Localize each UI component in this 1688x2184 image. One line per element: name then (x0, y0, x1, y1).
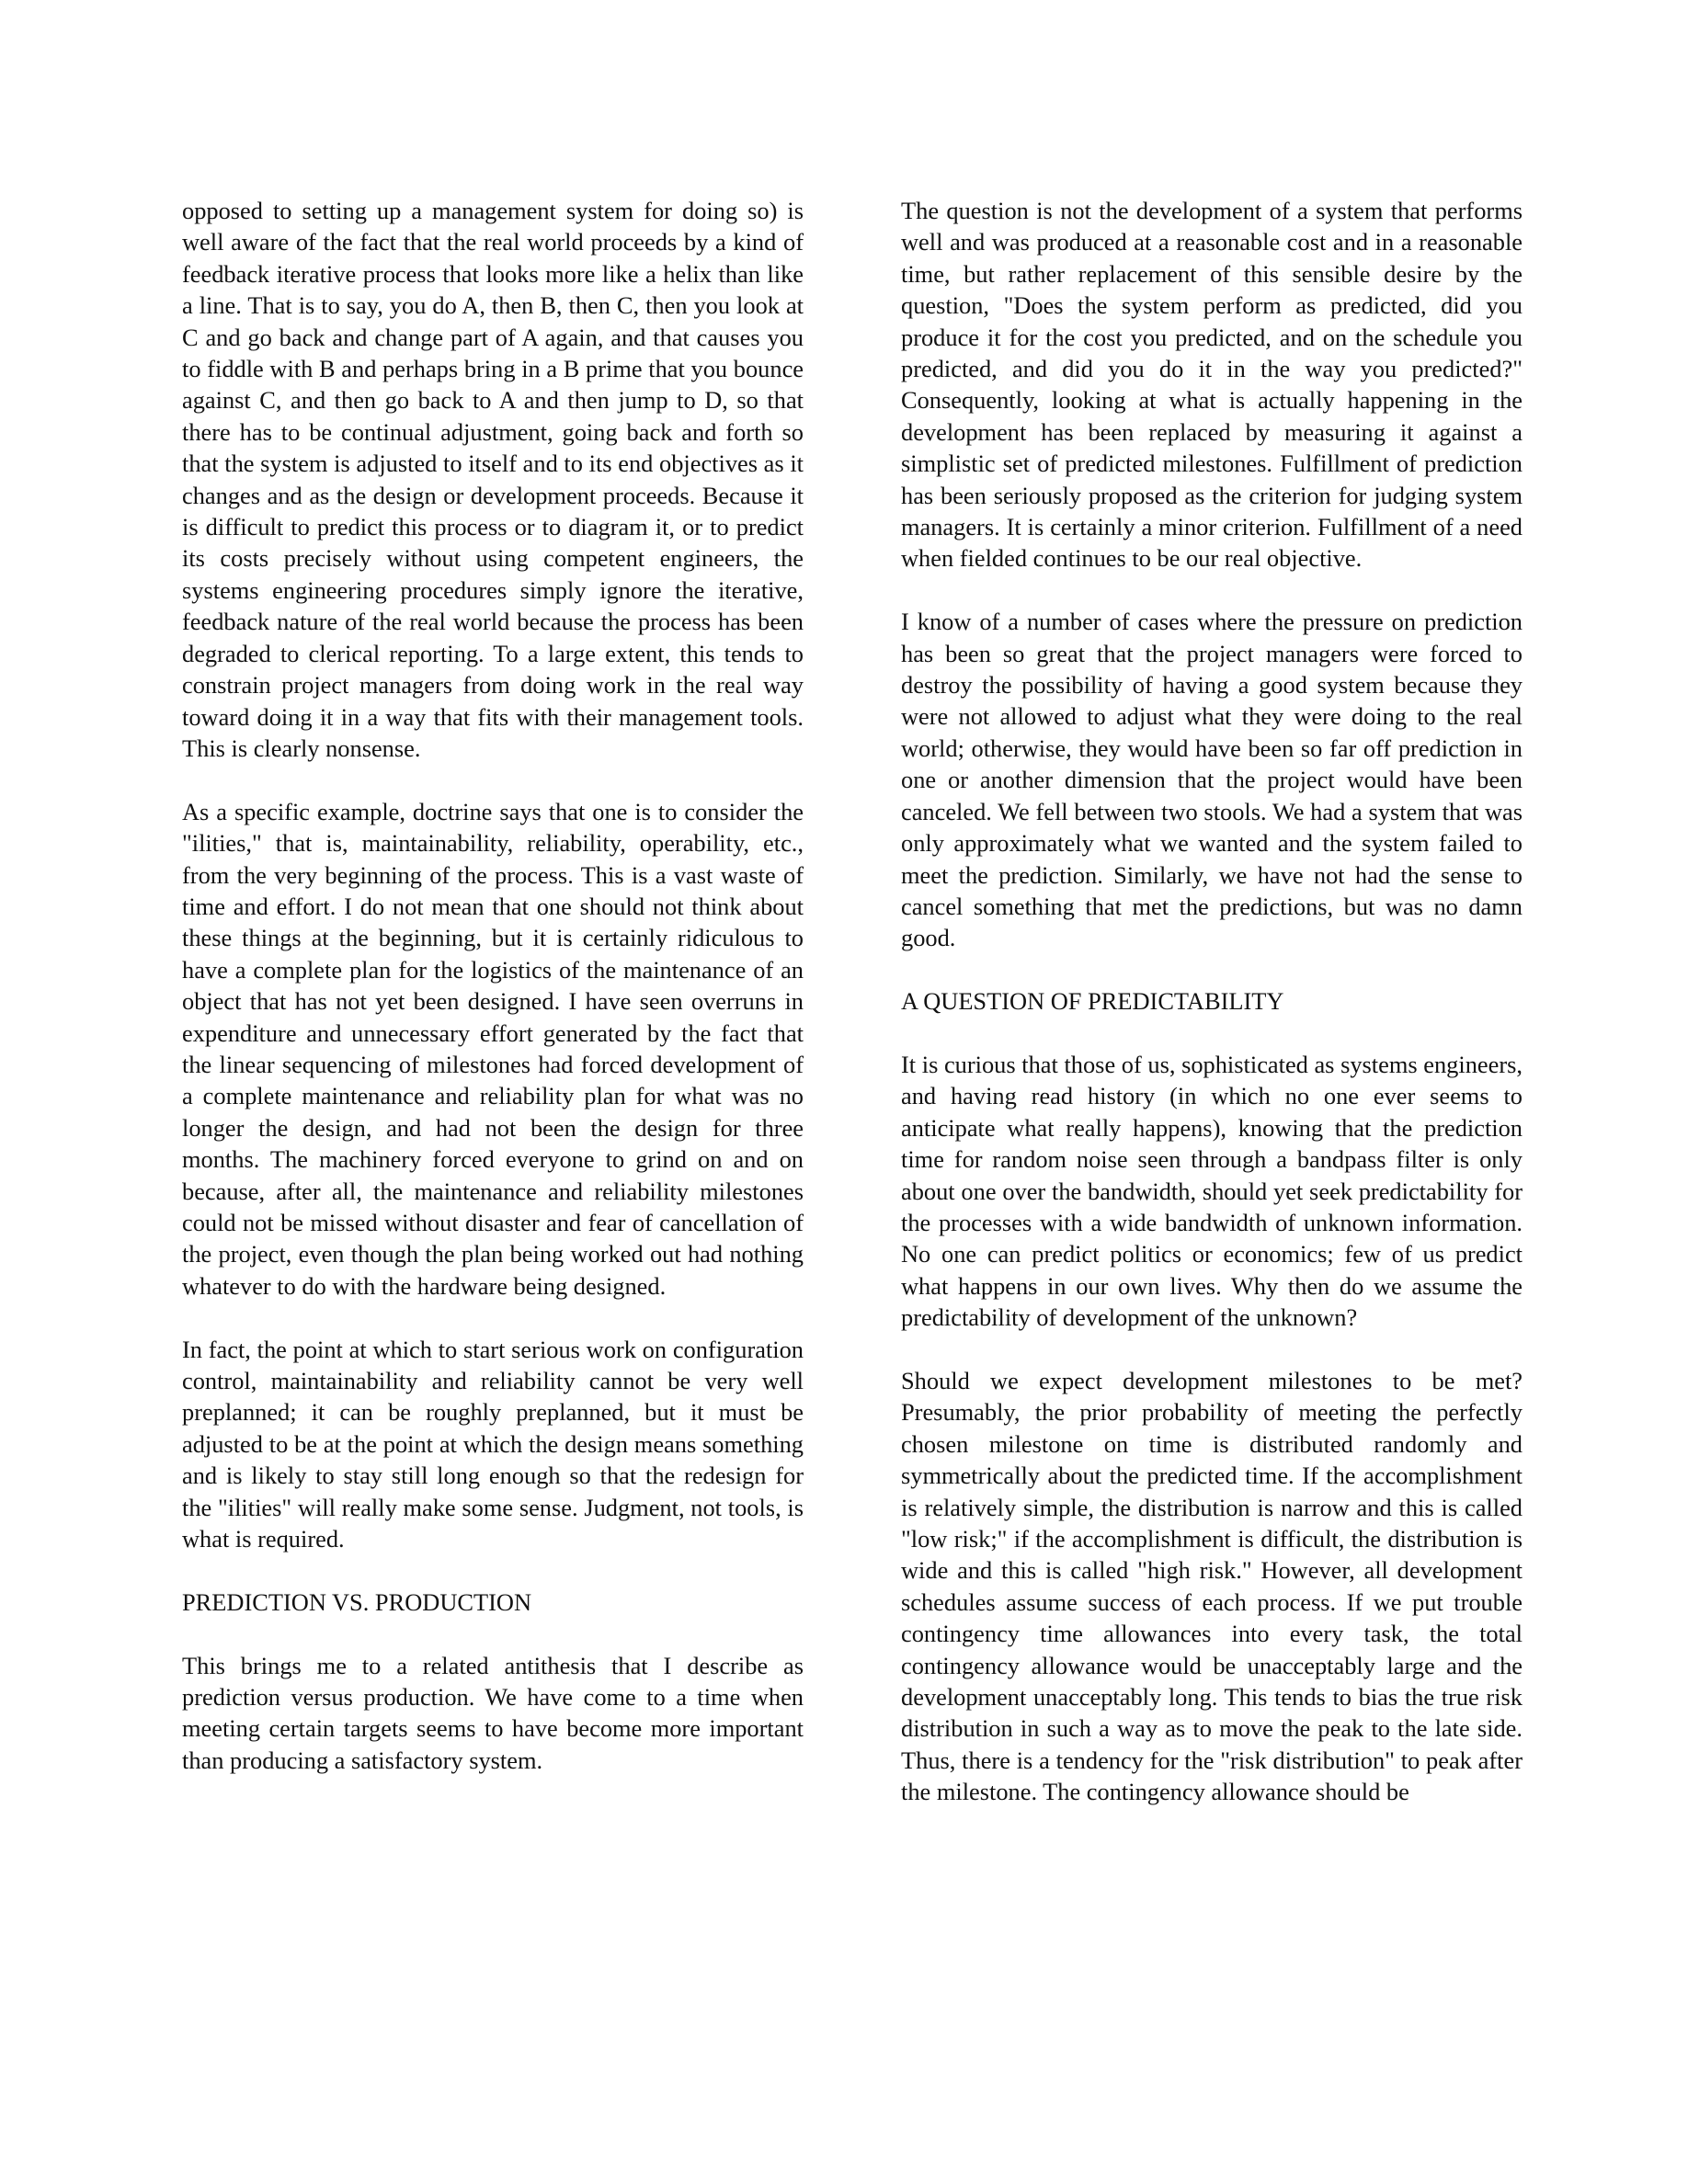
paragraph: This brings me to a related antithesis that I describe as prediction versus production. We have come to a time when meeting certain targets seems to have become more important than producing a satisfactory system. (182, 1651, 804, 1774)
section-heading: A QUESTION OF PREDICTABILITY (901, 987, 1284, 1016)
paragraph: I know of a number of cases where the pressure on prediction has been so great that the project managers were forced to destroy the possibility of having a good system because they were not allowed to adjust what they were doing to the real world; otherwise, they would have been so far off prediction in one or another dimension that the project would have been canceled. We fell between two stools. We had a system that was only approximately what we wanted and the system failed to meet the prediction. Similarly, we have not had the sense to cancel something that met the predictions, but was no damn good. (901, 608, 1523, 952)
section-heading: PREDICTION VS. PRODUCTION (182, 1587, 532, 1616)
right-column (901, 195, 1523, 1808)
left-column (182, 195, 804, 1776)
paragraph: As a specific example, doctrine says that one is to consider the "ilities," that is, maintainability, reliability, operability, etc., from the very beginning of the process. This is a vast waste of time and effort. I do not mean that one should not think about these things at the beginning, but it is certainly ridiculous to have a complete plan for the logistics of the maintenance of an object that has not yet been designed. I have seen overruns in expenditure and unnecessary effort generated by the fact that the linear sequencing of milestones had forced development of a complete maintenance and reliability plan for what was no longer the design, and had not been the design for three months. The machinery forced everyone to grind on and on because, after all, the maintenance and reliability milestones could not be missed without disaster and fear of cancellation of the project, even though the plan being worked out had nothing whatever to do with the hardware being designed. (182, 797, 804, 1300)
paragraph: The question is not the development of a system that performs well and was produced at a reasonable cost and in a reasonable time, but rather replacement of this sensible desire by the question, "Does the system perform as predicted, did you produce it for the cost you predicted, and on the schedule you predicted, and did you do it in the way you predicted?" Consequently, looking at what is actually happening in the development has been replaced by measuring it against a simplistic set of predicted milestones. Fulfillment of prediction has been seriously proposed as the criterion for judging system managers. It is certainly a minor criterion. Fulfillment of a need when fielded continues to be our real objective. (901, 197, 1523, 573)
paragraph: opposed to setting up a management system for doing so) is well aware of the fact that the real world proceeds by a kind of feedback iterative process that looks more like a helix than like a line. That is to say, you do A, then B, then C, then you look at C and go back and change part of A again, and that causes you to fiddle with B and perhaps bring in a B prime that you bounce against C, and then go back to A and then jump to D, so that there has to be continual adjustment, going back and forth so that the system is adjusted to itself and to its end objectives as it changes and as the design or development proceeds. Because it is difficult to predict this process or to diagram it, or to predict its costs precisely without using competent engineers, the systems engineering procedures simply ignore the iterative, feedback nature of the real world because the process has been degraded to clerical reporting. To a large extent, this tends to constrain project managers from doing work in the real way toward doing it in a way that fits with their management tools. This is clearly nonsense. (182, 197, 804, 762)
paragraph: It is curious that those of us, sophisticated as systems engineers, and having read history (in which no one ever seems to anticipate what really happens), knowing that the prediction time for random noise seen through a bandpass filter is only about one over the bandwidth, should yet seek predictability for the processes with a wide bandwidth of unknown information. No one can predict politics or economics; few of us predict what happens in our own lives. Why then do we assume the predictability of development of the unknown? (901, 1050, 1523, 1332)
paragraph: In fact, the point at which to start serious work on configuration control, maintainability and reliability cannot be very well preplanned; it can be roughly preplanned, but it must be adjusted to be at the point at which the design means something and is likely to stay still long enough so that the redesign for the "ilities" will really make some sense. Judgment, not tools, is what is required. (182, 1335, 804, 1553)
paragraph: Should we expect development milestones to be met? Presumably, the prior probability of meeting the perfectly chosen milestone on time is distributed randomly and symmetrically about the predicted time. If the accomplishment is relatively simple, the distribution is narrow and this is called "low risk;" if the accomplishment is difficult, the distribution is wide and this is called "high risk." However, all development schedules assume success of each process. If we put trouble contingency time allowances into every task, the total contingency allowance would be unacceptably large and the development unacceptably long. This tends to bias the true risk distribution in such a way as to move the peak to the late side. Thus, there is a tendency for the "risk distribution" to peak after the milestone. The contingency allowance should be (901, 1366, 1523, 1806)
